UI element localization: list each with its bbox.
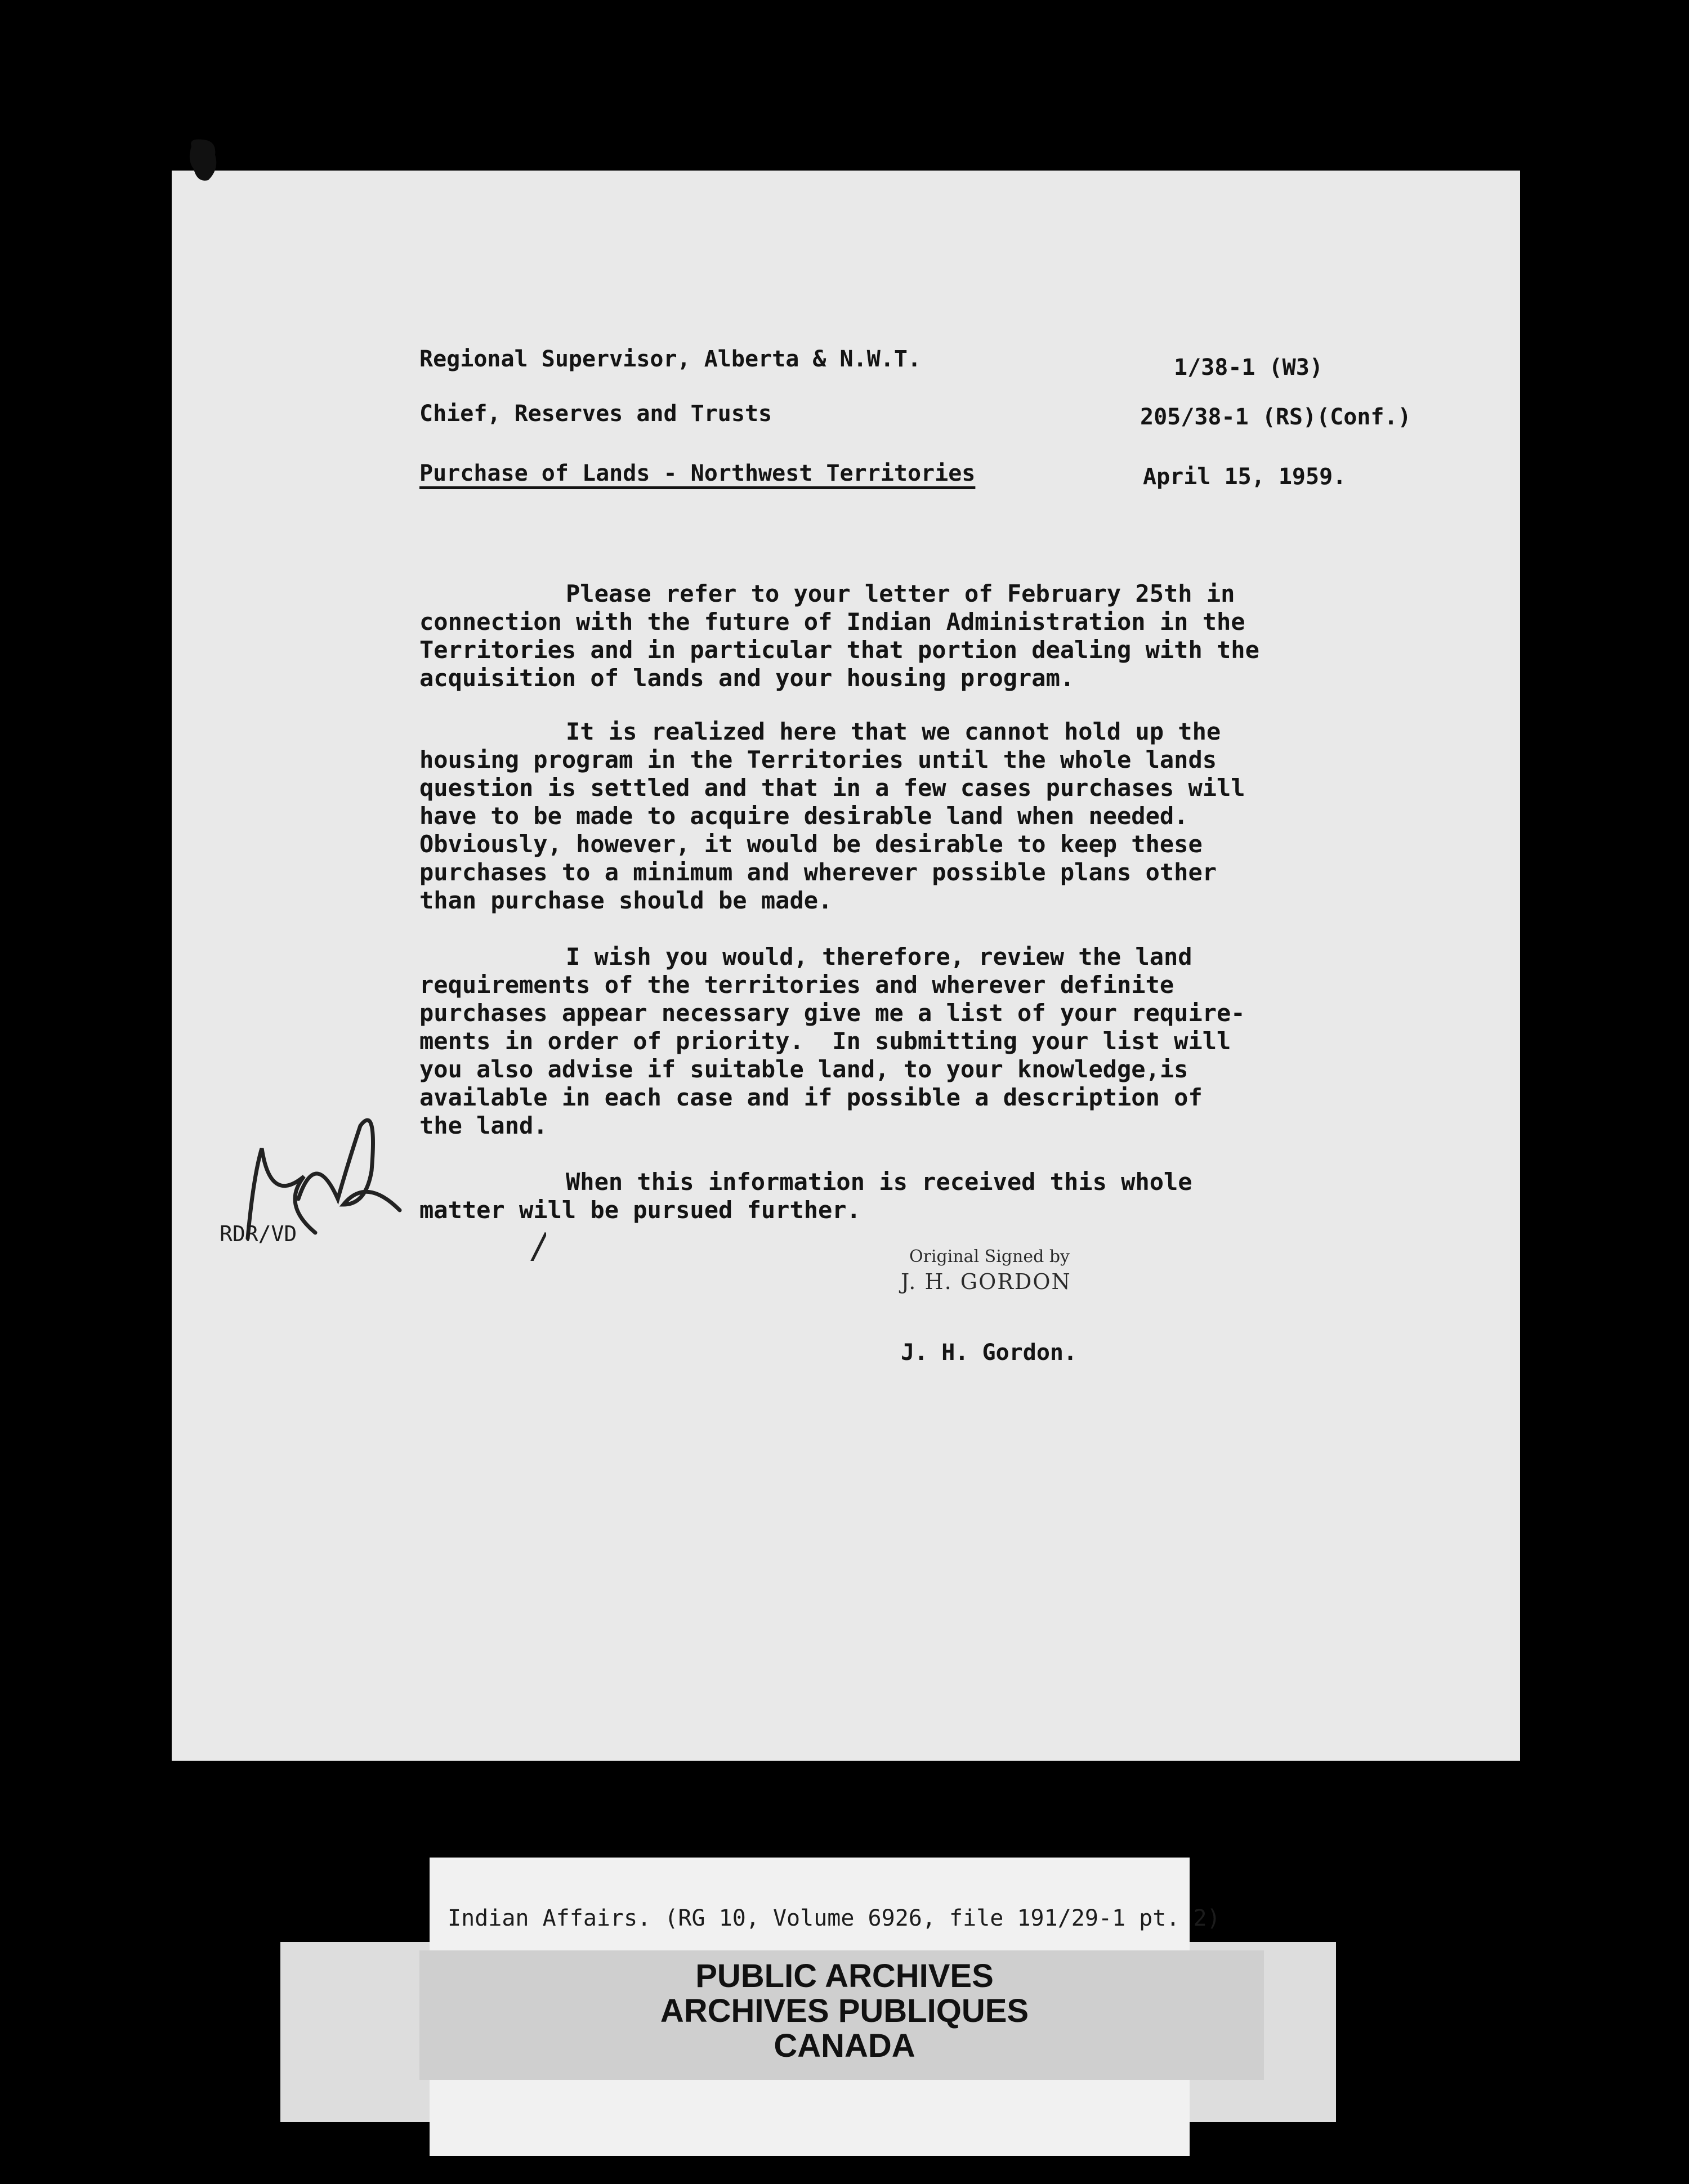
body-line: than purchase should be made. — [419, 887, 833, 914]
typist-initials: RDR/VD — [220, 1221, 297, 1246]
body-line: Obviously, however, it would be desirable to keep these — [419, 830, 1203, 858]
memo-to: Regional Supervisor, Alberta & N.W.T. — [419, 346, 922, 372]
body-line: you also advise if suitable land, to your knowledge,is — [419, 1055, 1188, 1083]
memo-date: April 15, 1959. — [1143, 464, 1347, 490]
body-line: purchases appear necessary give me a list of your require- — [419, 999, 1245, 1027]
body-line: purchases to a minimum and wherever possible plans other — [419, 858, 1217, 886]
body-line: question is settled and that in a few cases purchases will — [419, 774, 1245, 802]
archive-reference: Indian Affairs. (RG 10, Volume 6926, file 191/29-1 pt. 2) — [448, 1905, 1221, 1931]
body-line: When this information is received this whole — [566, 1168, 1192, 1196]
body-line: I wish you would, therefore, review the land — [566, 943, 1192, 970]
memo-subject: Purchase of Lands - Northwest Territories — [419, 460, 976, 486]
body-line: connection with the future of Indian Administration in the — [419, 608, 1245, 635]
signature-typed-name: J. H. Gordon. — [901, 1340, 1078, 1366]
body-line: It is realized here that we cannot hold up the — [566, 718, 1221, 745]
ink-blot-mark — [186, 135, 225, 186]
body-line: ments in order of priority. In submitting your list will — [419, 1027, 1231, 1055]
body-line: acquisition of lands and your housing program. — [419, 664, 1075, 692]
file-reference-2: 205/38-1 (RS)(Conf.) — [1140, 404, 1411, 430]
archive-stamp-line-3: CANADA — [774, 2028, 915, 2064]
signature-stamp-line-1: Original Signed by — [909, 1247, 1070, 1266]
body-line: housing program in the Territories until the whole lands — [419, 746, 1217, 773]
file-reference-1: 1/38-1 (W3) — [1174, 355, 1323, 381]
signature-stamp-line-2: J. H. GORDON — [901, 1269, 1071, 1294]
body-line: have to be made to acquire desirable land when needed. — [419, 802, 1188, 830]
body-line: the land. — [419, 1112, 548, 1139]
archive-stamp-line-2: ARCHIVES PUBLIQUES — [660, 1993, 1029, 2029]
body-line: Please refer to your letter of February 25th in — [566, 580, 1235, 607]
archive-stamp-line-1: PUBLIC ARCHIVES — [695, 1958, 994, 1994]
body-line: matter will be pursued further. — [419, 1196, 861, 1224]
memo-from: Chief, Reserves and Trusts — [419, 401, 772, 427]
body-line: requirements of the territories and wherever definite — [419, 971, 1174, 999]
body-line: Territories and in particular that portion dealing with the — [419, 636, 1259, 664]
body-line: available in each case and if possible a description of — [419, 1084, 1203, 1111]
